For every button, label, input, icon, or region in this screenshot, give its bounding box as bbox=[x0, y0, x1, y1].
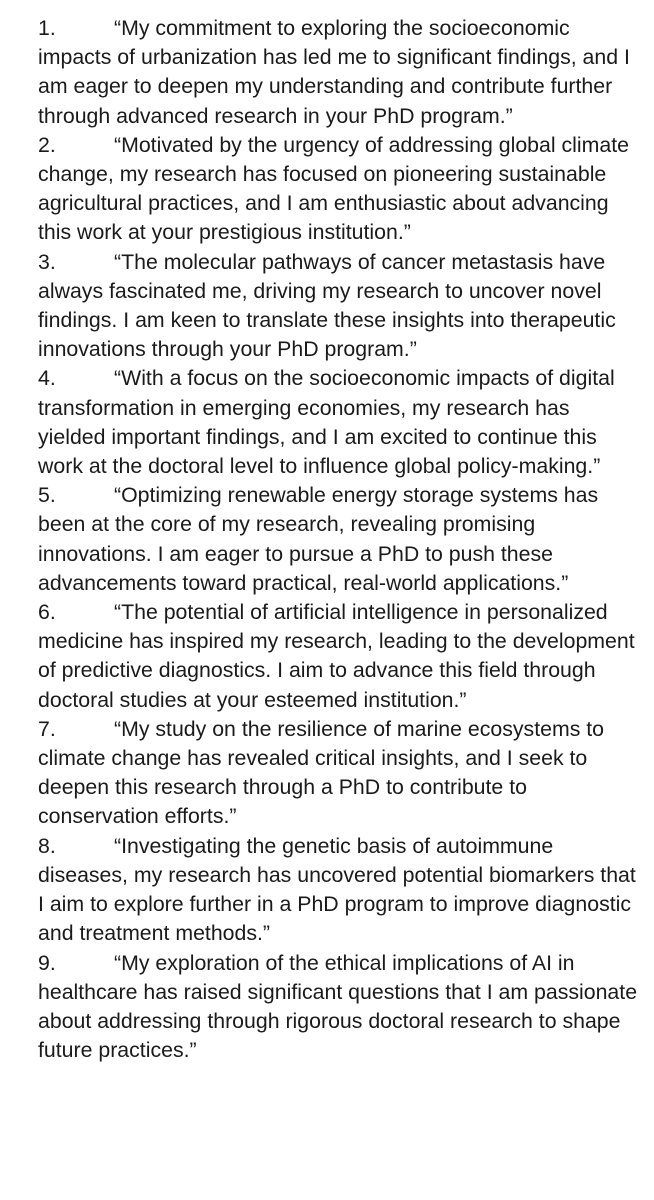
list-item-9 bbox=[38, 949, 640, 1066]
list-item-text: “Investigating the genetic basis of autoimmune diseases, my research has uncovered potential biomarkers that I aim to explore further in a PhD program to improve diagnostic and treatment methods.” bbox=[38, 833, 636, 946]
list-item-text: “Motivated by the urgency of addressing global climate change, my research has focused on pioneering sustainable agricultural practices, and I am enthusiastic about advancing this work at your prestigious institution.” bbox=[38, 132, 629, 245]
list-item-text: “The molecular pathways of cancer metastasis have always fascinated me, driving my research to uncover novel findings. I am keen to translate these insights into therapeutic innovations through your PhD program.” bbox=[38, 249, 616, 362]
list-item-number: 9. bbox=[38, 950, 56, 975]
list-item-5 bbox=[38, 481, 640, 598]
list-item-7 bbox=[38, 715, 640, 832]
list-item-number: 4. bbox=[38, 366, 56, 391]
list-item-4 bbox=[38, 364, 640, 481]
list-item-number: 5. bbox=[38, 483, 56, 508]
list-item-number: 6. bbox=[38, 600, 56, 625]
list-item-2 bbox=[38, 131, 640, 248]
list-item-text: “My study on the resilience of marine ecosystems to climate change has revealed critical insights, and I seek to deepen this research through a PhD to contribute to conservation efforts.” bbox=[38, 716, 605, 829]
list-item-1 bbox=[38, 14, 640, 131]
list-item-8 bbox=[38, 832, 640, 949]
list-item-number: 7. bbox=[38, 716, 56, 741]
list-item-number: 2. bbox=[38, 132, 56, 157]
document-body bbox=[0, 14, 654, 1065]
list-item-text: “My exploration of the ethical implications of AI in healthcare has raised significant questions that I am passionate about addressing through rigorous doctoral research to shape future practices.” bbox=[38, 950, 638, 1063]
list-item-text: “Optimizing renewable energy storage systems has been at the core of my research, revealing promising innovations. I am eager to pursue a PhD to push these advancements toward practical, real-world applications.” bbox=[38, 483, 599, 595]
list-item-number: 3. bbox=[38, 249, 56, 274]
list-item-3 bbox=[38, 248, 640, 365]
list-item-text: “The potential of artificial intelligence in personalized medicine has inspired my research, leading to the development of predictive diagnostics. I aim to advance this field through doctoral studies at your esteemed institution.” bbox=[38, 600, 635, 712]
list-item-number: 1. bbox=[38, 16, 56, 40]
list-item-text: “My commitment to exploring the socioeconomic impacts of urbanization has led me to significant findings, and I am eager to deepen my understanding and contribute further through advanced research in your PhD program.” bbox=[38, 16, 630, 128]
list-item-number: 8. bbox=[38, 833, 56, 858]
list-item-text: “With a focus on the socioeconomic impacts of digital transformation in emerging economies, my research has yielded important findings, and I am excited to continue this work at the doctoral level to influence global policy-making.” bbox=[38, 366, 615, 479]
list-item-6 bbox=[38, 598, 640, 715]
